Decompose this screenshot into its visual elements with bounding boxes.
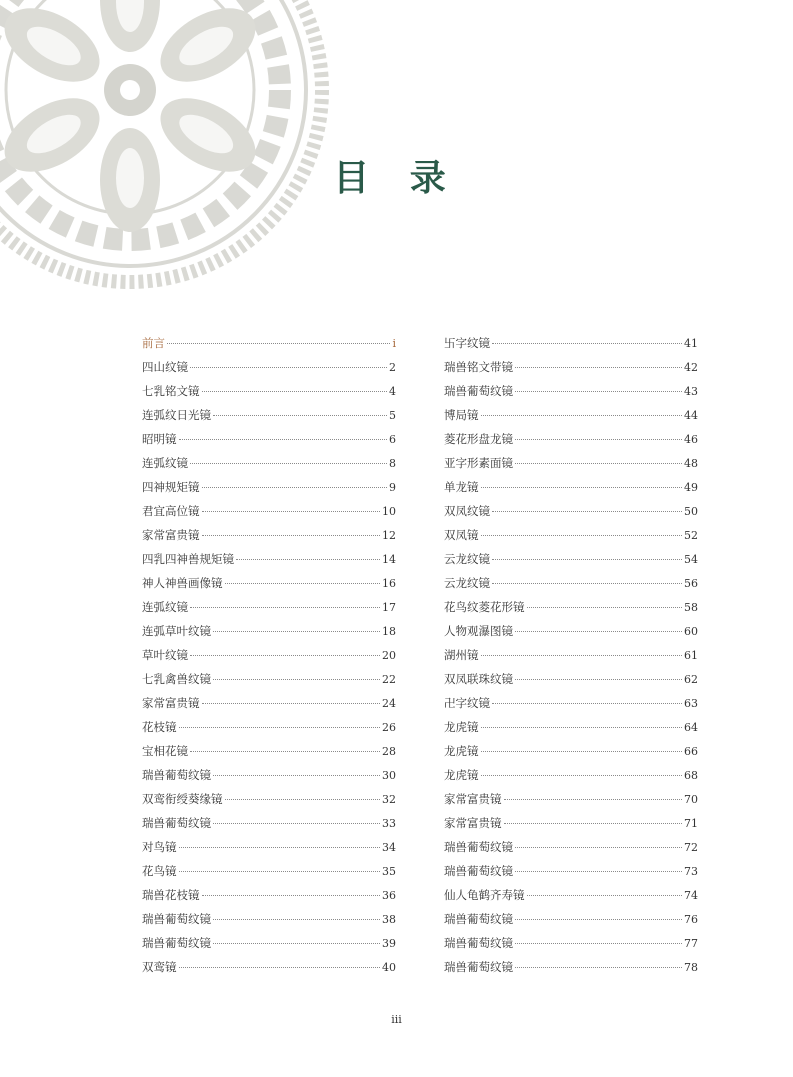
- toc-entry-title: 神人神兽画像镜: [142, 576, 223, 590]
- toc-leader-dots: [179, 439, 388, 440]
- toc-leader-dots: [515, 967, 682, 968]
- toc-entry-title: 家常富贵镜: [444, 816, 502, 830]
- toc-entry-page: 18: [382, 625, 396, 638]
- toc-leader-dots: [225, 583, 381, 584]
- toc-entry-title: 花枝镜: [142, 720, 177, 734]
- toc-entry-page: 14: [382, 553, 396, 566]
- toc-leader-dots: [515, 367, 682, 368]
- toc-entry[interactable]: [142, 403, 396, 427]
- toc-entry-title: 龙虎镜: [444, 768, 479, 782]
- toc-entry[interactable]: [142, 619, 396, 643]
- toc-entry[interactable]: [142, 835, 396, 859]
- toc-entry[interactable]: [142, 811, 396, 835]
- toc-entry-page: 72: [684, 841, 698, 854]
- toc-entry-page: 43: [684, 385, 698, 398]
- toc-entry[interactable]: [444, 763, 698, 787]
- toc-leader-dots: [504, 823, 683, 824]
- toc-entry-page: 16: [382, 577, 396, 590]
- toc-leader-dots: [190, 655, 380, 656]
- toc-leader-dots: [179, 871, 381, 872]
- toc-entry-page: 10: [382, 505, 396, 518]
- toc-entry[interactable]: [444, 331, 698, 355]
- toc-entry[interactable]: [142, 859, 396, 883]
- toc-entry-title: 花鸟纹菱花形镜: [444, 600, 525, 614]
- toc-leader-dots: [515, 439, 682, 440]
- toc-entry-page: 77: [684, 937, 698, 950]
- toc-entry-title: 瑞兽葡萄纹镜: [444, 384, 513, 398]
- toc-leader-dots: [213, 631, 380, 632]
- toc-right-column: [444, 331, 698, 979]
- toc-leader-dots: [179, 847, 381, 848]
- toc-entry-page: 54: [684, 553, 698, 566]
- toc-leader-dots: [202, 511, 381, 512]
- toc-leader-dots: [515, 391, 682, 392]
- toc-entry-title: 昭明镜: [142, 432, 177, 446]
- toc-entry[interactable]: [142, 595, 396, 619]
- toc-entry[interactable]: [142, 499, 396, 523]
- toc-leader-dots: [481, 655, 683, 656]
- page-title: 目 录: [333, 157, 460, 199]
- toc-entry-title: 双凤纹镜: [444, 504, 490, 518]
- toc-entry[interactable]: [444, 883, 698, 907]
- toc-entry-page: 70: [684, 793, 698, 806]
- toc-entry-title: 亚字形素面镜: [444, 456, 513, 470]
- toc-entry[interactable]: [142, 523, 396, 547]
- toc-entry-page: 74: [684, 889, 698, 902]
- toc-entry-page: 8: [389, 457, 396, 470]
- mirror-rubbing-decoration: [0, 0, 330, 290]
- toc-entry-title: 家常富贵镜: [444, 792, 502, 806]
- toc-leader-dots: [202, 703, 381, 704]
- toc-entry[interactable]: [444, 571, 698, 595]
- toc-entry[interactable]: [142, 547, 396, 571]
- toc-entry-title: 人物观瀑图镜: [444, 624, 513, 638]
- toc-entry[interactable]: [444, 811, 698, 835]
- toc-leader-dots: [492, 703, 682, 704]
- toc-entry-title: 连弧草叶纹镜: [142, 624, 211, 638]
- toc-entry-title: 七乳禽兽纹镜: [142, 672, 211, 686]
- toc-entry[interactable]: [142, 787, 396, 811]
- toc-entry-title: 湖州镜: [444, 648, 479, 662]
- toc-entry-title: 对鸟镜: [142, 840, 177, 854]
- toc-leader-dots: [202, 895, 381, 896]
- toc-leader-dots: [504, 799, 683, 800]
- toc-entry-page: 39: [382, 937, 396, 950]
- toc-entry-title: 瑞兽葡萄纹镜: [142, 816, 211, 830]
- toc-leader-dots: [515, 943, 682, 944]
- toc-entry[interactable]: [444, 787, 698, 811]
- toc-entry-page: 73: [684, 865, 698, 878]
- toc-leader-dots: [492, 583, 682, 584]
- toc-entry[interactable]: [444, 691, 698, 715]
- toc-entry-page: 26: [382, 721, 396, 734]
- toc-entry[interactable]: [444, 499, 698, 523]
- toc-leader-dots: [190, 367, 387, 368]
- toc-entry-page: 62: [684, 673, 698, 686]
- toc-entry-page: 33: [382, 817, 396, 830]
- toc-entry[interactable]: [142, 763, 396, 787]
- toc-entry-page: 61: [684, 649, 698, 662]
- toc-entry-page: 40: [382, 961, 396, 974]
- toc-leader-dots: [492, 559, 682, 560]
- toc-entry[interactable]: [142, 691, 396, 715]
- toc-entry-title: 仙人龟鹤齐寿镜: [444, 888, 525, 902]
- toc-entry[interactable]: [142, 379, 396, 403]
- toc-leader-dots: [515, 919, 682, 920]
- toc-leader-dots: [481, 775, 683, 776]
- toc-entry-page: 2: [389, 361, 396, 374]
- toc-leader-dots: [527, 895, 683, 896]
- toc-entry[interactable]: [444, 643, 698, 667]
- toc-entry-title: 连弧纹镜: [142, 600, 188, 614]
- toc-entry[interactable]: [142, 931, 396, 955]
- toc-entry-page: 12: [382, 529, 396, 542]
- toc-leader-dots: [202, 487, 388, 488]
- toc-entry-page: 46: [684, 433, 698, 446]
- toc-entry-title: 四神规矩镜: [142, 480, 200, 494]
- toc-leader-dots: [202, 535, 381, 536]
- toc-entry-page: 63: [684, 697, 698, 710]
- toc-entry[interactable]: [444, 715, 698, 739]
- toc-entry-page: 34: [382, 841, 396, 854]
- toc-leader-dots: [213, 823, 380, 824]
- toc-entry[interactable]: [444, 427, 698, 451]
- toc-entry[interactable]: [142, 739, 396, 763]
- toc-leader-dots: [213, 415, 387, 416]
- toc-entry-title: 连弧纹镜: [142, 456, 188, 470]
- toc-entry-title: 花鸟镜: [142, 864, 177, 878]
- toc-entry-page: 71: [684, 817, 698, 830]
- toc-entry-page: 58: [684, 601, 698, 614]
- toc-entry-title: 瑞兽葡萄纹镜: [142, 936, 211, 950]
- toc-entry[interactable]: [142, 883, 396, 907]
- toc-leader-dots: [213, 919, 380, 920]
- toc-leader-dots: [481, 487, 683, 488]
- toc-leader-dots: [481, 727, 683, 728]
- toc-leader-dots: [527, 607, 683, 608]
- toc-leader-dots: [202, 391, 388, 392]
- toc-entry-page: 17: [382, 601, 396, 614]
- toc-entry-title: 龙虎镜: [444, 720, 479, 734]
- toc-leader-dots: [225, 799, 381, 800]
- toc-entry-page: 30: [382, 769, 396, 782]
- toc-entry-title: 家常富贵镜: [142, 528, 200, 542]
- toc-entry-title: 云龙纹镜: [444, 552, 490, 566]
- toc-entry[interactable]: [444, 739, 698, 763]
- toc-entry-page: 35: [382, 865, 396, 878]
- toc-entry[interactable]: [142, 451, 396, 475]
- toc-leader-dots: [213, 775, 380, 776]
- toc-entry-page: 4: [389, 385, 396, 398]
- toc-entry-title: 瑞兽葡萄纹镜: [444, 864, 513, 878]
- toc-entry-page: 66: [684, 745, 698, 758]
- toc-entry-title: 卍字纹镜: [444, 696, 490, 710]
- toc-entry-page: 49: [684, 481, 698, 494]
- toc-entry-title: 草叶纹镜: [142, 648, 188, 662]
- toc-entry-title: 宝相花镜: [142, 744, 188, 758]
- toc-leader-dots: [515, 871, 682, 872]
- toc-entry[interactable]: [444, 859, 698, 883]
- toc-leader-dots: [179, 727, 381, 728]
- toc-entry-title: 七乳铭文镜: [142, 384, 200, 398]
- toc-entry[interactable]: [444, 403, 698, 427]
- toc-entry[interactable]: [444, 835, 698, 859]
- toc-entry-title: 四乳四神兽规矩镜: [142, 552, 234, 566]
- toc-leader-dots: [492, 343, 682, 344]
- toc-entry-title: 连弧纹日光镜: [142, 408, 211, 422]
- toc-entry-page: 48: [684, 457, 698, 470]
- toc-entry-page: 36: [382, 889, 396, 902]
- toc-entry[interactable]: [444, 355, 698, 379]
- toc-entry-title: 前言: [142, 336, 165, 350]
- toc-entry-title: 双凤联珠纹镜: [444, 672, 513, 686]
- toc-leader-dots: [481, 535, 683, 536]
- toc-entry-title: 菱花形盘龙镜: [444, 432, 513, 446]
- toc-entry[interactable]: [444, 595, 698, 619]
- toc-leader-dots: [190, 607, 380, 608]
- toc-entry-title: 瑞兽葡萄纹镜: [142, 912, 211, 926]
- toc-entry-page: 5: [389, 409, 396, 422]
- toc-entry-page: 52: [684, 529, 698, 542]
- toc-entry[interactable]: [142, 475, 396, 499]
- toc-entry-title: 瑞兽花枝镜: [142, 888, 200, 902]
- toc-leader-dots: [515, 463, 682, 464]
- toc-leader-dots: [515, 679, 682, 680]
- toc-leader-dots: [515, 847, 682, 848]
- toc-entry[interactable]: [444, 619, 698, 643]
- toc-leader-dots: [236, 559, 380, 560]
- toc-entry-page: 22: [382, 673, 396, 686]
- toc-entry-page: 64: [684, 721, 698, 734]
- toc-entry[interactable]: [142, 571, 396, 595]
- toc-entry-page: 76: [684, 913, 698, 926]
- toc-entry[interactable]: [444, 955, 698, 979]
- toc-leader-dots: [492, 511, 682, 512]
- toc-entry-page: 56: [684, 577, 698, 590]
- toc-entry-title: 瑞兽葡萄纹镜: [444, 912, 513, 926]
- page-number: iii: [391, 1013, 402, 1026]
- toc-entry[interactable]: [444, 547, 698, 571]
- toc-entry-page: 32: [382, 793, 396, 806]
- toc-entry-page: 60: [684, 625, 698, 638]
- toc-entry[interactable]: [444, 451, 698, 475]
- toc-entry[interactable]: [444, 475, 698, 499]
- toc-entry[interactable]: [444, 523, 698, 547]
- toc-entry-title: 瑞兽葡萄纹镜: [142, 768, 211, 782]
- toc-entry[interactable]: [444, 379, 698, 403]
- toc-entry-page: 68: [684, 769, 698, 782]
- toc-entry-title: 双凤镜: [444, 528, 479, 542]
- toc-entry-page: 78: [684, 961, 698, 974]
- toc-leader-dots: [190, 463, 387, 464]
- toc-entry-page: 20: [382, 649, 396, 662]
- toc-leader-dots: [515, 631, 682, 632]
- toc-entry-title: 双鸾镜: [142, 960, 177, 974]
- toc-leader-dots: [179, 967, 381, 968]
- toc-entry[interactable]: [142, 955, 396, 979]
- toc-entry-title: 君宜高位镜: [142, 504, 200, 518]
- toc-leader-dots: [190, 751, 380, 752]
- toc-leader-dots: [481, 751, 683, 752]
- toc-entry-title: 卐字纹镜: [444, 336, 490, 350]
- toc-entry-title: 瑞兽葡萄纹镜: [444, 840, 513, 854]
- toc-entry-page: 28: [382, 745, 396, 758]
- toc-leader-dots: [167, 343, 390, 344]
- toc-entry[interactable]: [142, 907, 396, 931]
- toc-entry-page: 42: [684, 361, 698, 374]
- toc-entry-page: 41: [684, 337, 698, 350]
- toc-entry-title: 四山纹镜: [142, 360, 188, 374]
- toc-entry[interactable]: [142, 355, 396, 379]
- toc-entry-title: 瑞兽葡萄纹镜: [444, 936, 513, 950]
- toc-entry-page: i: [392, 337, 396, 350]
- toc-entry-page: 44: [684, 409, 698, 422]
- toc-entry[interactable]: [142, 667, 396, 691]
- toc-entry[interactable]: [142, 427, 396, 451]
- toc-leader-dots: [481, 415, 683, 416]
- toc-entry-page: 9: [389, 481, 396, 494]
- toc-entry-page: 6: [389, 433, 396, 446]
- toc-entry-page: 38: [382, 913, 396, 926]
- toc-entry-title: 博局镜: [444, 408, 479, 422]
- toc-entry[interactable]: [142, 715, 396, 739]
- toc-entry[interactable]: [142, 643, 396, 667]
- toc-entry[interactable]: [444, 931, 698, 955]
- toc-leader-dots: [213, 679, 380, 680]
- toc-entry-title: 家常富贵镜: [142, 696, 200, 710]
- toc-entry-page: 50: [684, 505, 698, 518]
- toc-left-column: [142, 331, 396, 979]
- toc-entry-title: 龙虎镜: [444, 744, 479, 758]
- toc-entry-title: 瑞兽葡萄纹镜: [444, 960, 513, 974]
- toc-entry-page: 24: [382, 697, 396, 710]
- toc-entry-title: 双鸾衔绶葵缘镜: [142, 792, 223, 806]
- toc-entry-title: 单龙镜: [444, 480, 479, 494]
- toc-entry-title: 瑞兽铭文带镜: [444, 360, 513, 374]
- toc-entry[interactable]: [142, 331, 396, 355]
- toc-entry[interactable]: [444, 667, 698, 691]
- toc-entry-title: 云龙纹镜: [444, 576, 490, 590]
- toc-leader-dots: [213, 943, 380, 944]
- toc-entry[interactable]: [444, 907, 698, 931]
